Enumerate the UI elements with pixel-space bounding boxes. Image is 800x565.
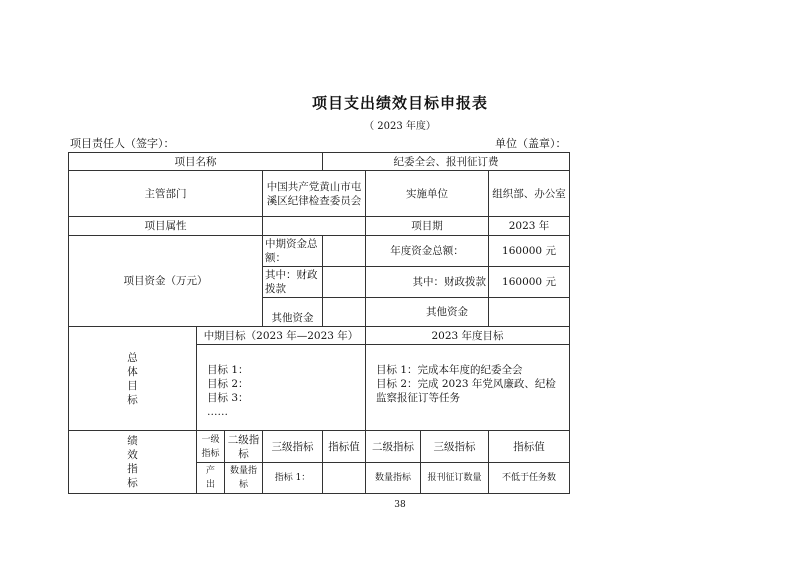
- mid-total-label: 中期资金总额：: [263, 236, 323, 267]
- unit-seal-label: 单位（盖章）：: [495, 137, 567, 150]
- attr-label: 项目属性: [69, 217, 263, 236]
- mid-other-value: [323, 298, 366, 327]
- r-level3-b: 报刊征订数量: [421, 463, 489, 494]
- period-label: 项目期: [366, 217, 489, 236]
- h-value: 指标值: [323, 431, 366, 463]
- row-indicator-headers: [69, 431, 570, 463]
- performance-goal-form: [68, 152, 570, 494]
- page-title: 项目支出绩效目标申报表: [311, 94, 488, 112]
- annual-goal-header: 2023 年度目标: [366, 327, 570, 345]
- r-level2-b: 数量指标: [366, 463, 421, 494]
- row-department: [69, 171, 570, 217]
- attr-value: [263, 217, 366, 236]
- perf-indicator-label: 绩效指标: [69, 431, 197, 494]
- annual-goal-item: 目标 2：完成 2023 年党风廉政、纪检监察报征订等任务: [376, 378, 556, 404]
- mid-total-value: [323, 236, 366, 267]
- mid-other-label: 其他资金: [263, 298, 323, 327]
- h-level3-b: 三级指标: [421, 431, 489, 463]
- r-level3: 指标 1：: [263, 463, 323, 494]
- h-level2: 二级指标: [225, 431, 263, 463]
- h-level2-b: 二级指标: [366, 431, 421, 463]
- mid-goal-header: 中期目标（2023 年—2023 年）: [197, 327, 366, 345]
- row-funds-total: [69, 236, 570, 267]
- annual-fiscal-label: 其中：财政拨款: [366, 267, 489, 298]
- dept-label: 主管部门: [69, 171, 263, 217]
- page-number: 38: [394, 500, 406, 510]
- dept-value: 中国共产党黄山市屯溪区纪律检查委员会: [263, 171, 366, 217]
- h-level1: 一级指标: [197, 431, 225, 463]
- r-value-b: 不低于任务数: [489, 463, 570, 494]
- impl-unit-value: 组织部、办公室: [489, 171, 570, 217]
- period-value: 2023 年: [489, 217, 570, 236]
- h-value-b: 指标值: [489, 431, 570, 463]
- annual-goals: [366, 345, 570, 431]
- mid-goal-item: ……: [207, 406, 228, 418]
- annual-total-label: 年度资金总额：: [366, 236, 489, 267]
- annual-goal-item: 目标 1：完成本年度的纪委全会: [376, 364, 523, 376]
- annual-fiscal-value: 160000 元: [489, 267, 570, 298]
- h-level3: 三级指标: [263, 431, 323, 463]
- funds-label: 项目资金（万元）: [69, 236, 263, 327]
- row-goal-headers: [69, 327, 570, 345]
- report-year: （ 2023 年度）: [364, 121, 436, 132]
- mid-goal-item: 目标 2：: [207, 378, 249, 390]
- mid-goal-item: 目标 1：: [207, 364, 249, 376]
- mid-fiscal-label: 其中：财政拨款: [263, 267, 323, 298]
- impl-unit-label: 实施单位: [366, 171, 489, 217]
- overall-goal-label: 总体目标: [69, 327, 197, 431]
- project-name-label: 项目名称: [69, 153, 323, 171]
- project-name-value: 纪委全会、报刊征订费: [323, 153, 570, 171]
- mid-fiscal-value: [323, 267, 366, 298]
- annual-other-label: 其他资金: [366, 298, 489, 327]
- r-level1: 产出: [197, 463, 225, 494]
- responsible-person-label: 项目责任人（签字）：: [70, 137, 175, 150]
- annual-total-value: 160000 元: [489, 236, 570, 267]
- r-level2: 数量指标: [225, 463, 263, 494]
- annual-other-value: [489, 298, 570, 327]
- row-attributes: [69, 217, 570, 236]
- mid-goal-item: 目标 3：: [207, 392, 249, 404]
- row-project-name: [69, 153, 570, 171]
- mid-goals: [197, 345, 366, 431]
- r-value: [323, 463, 366, 494]
